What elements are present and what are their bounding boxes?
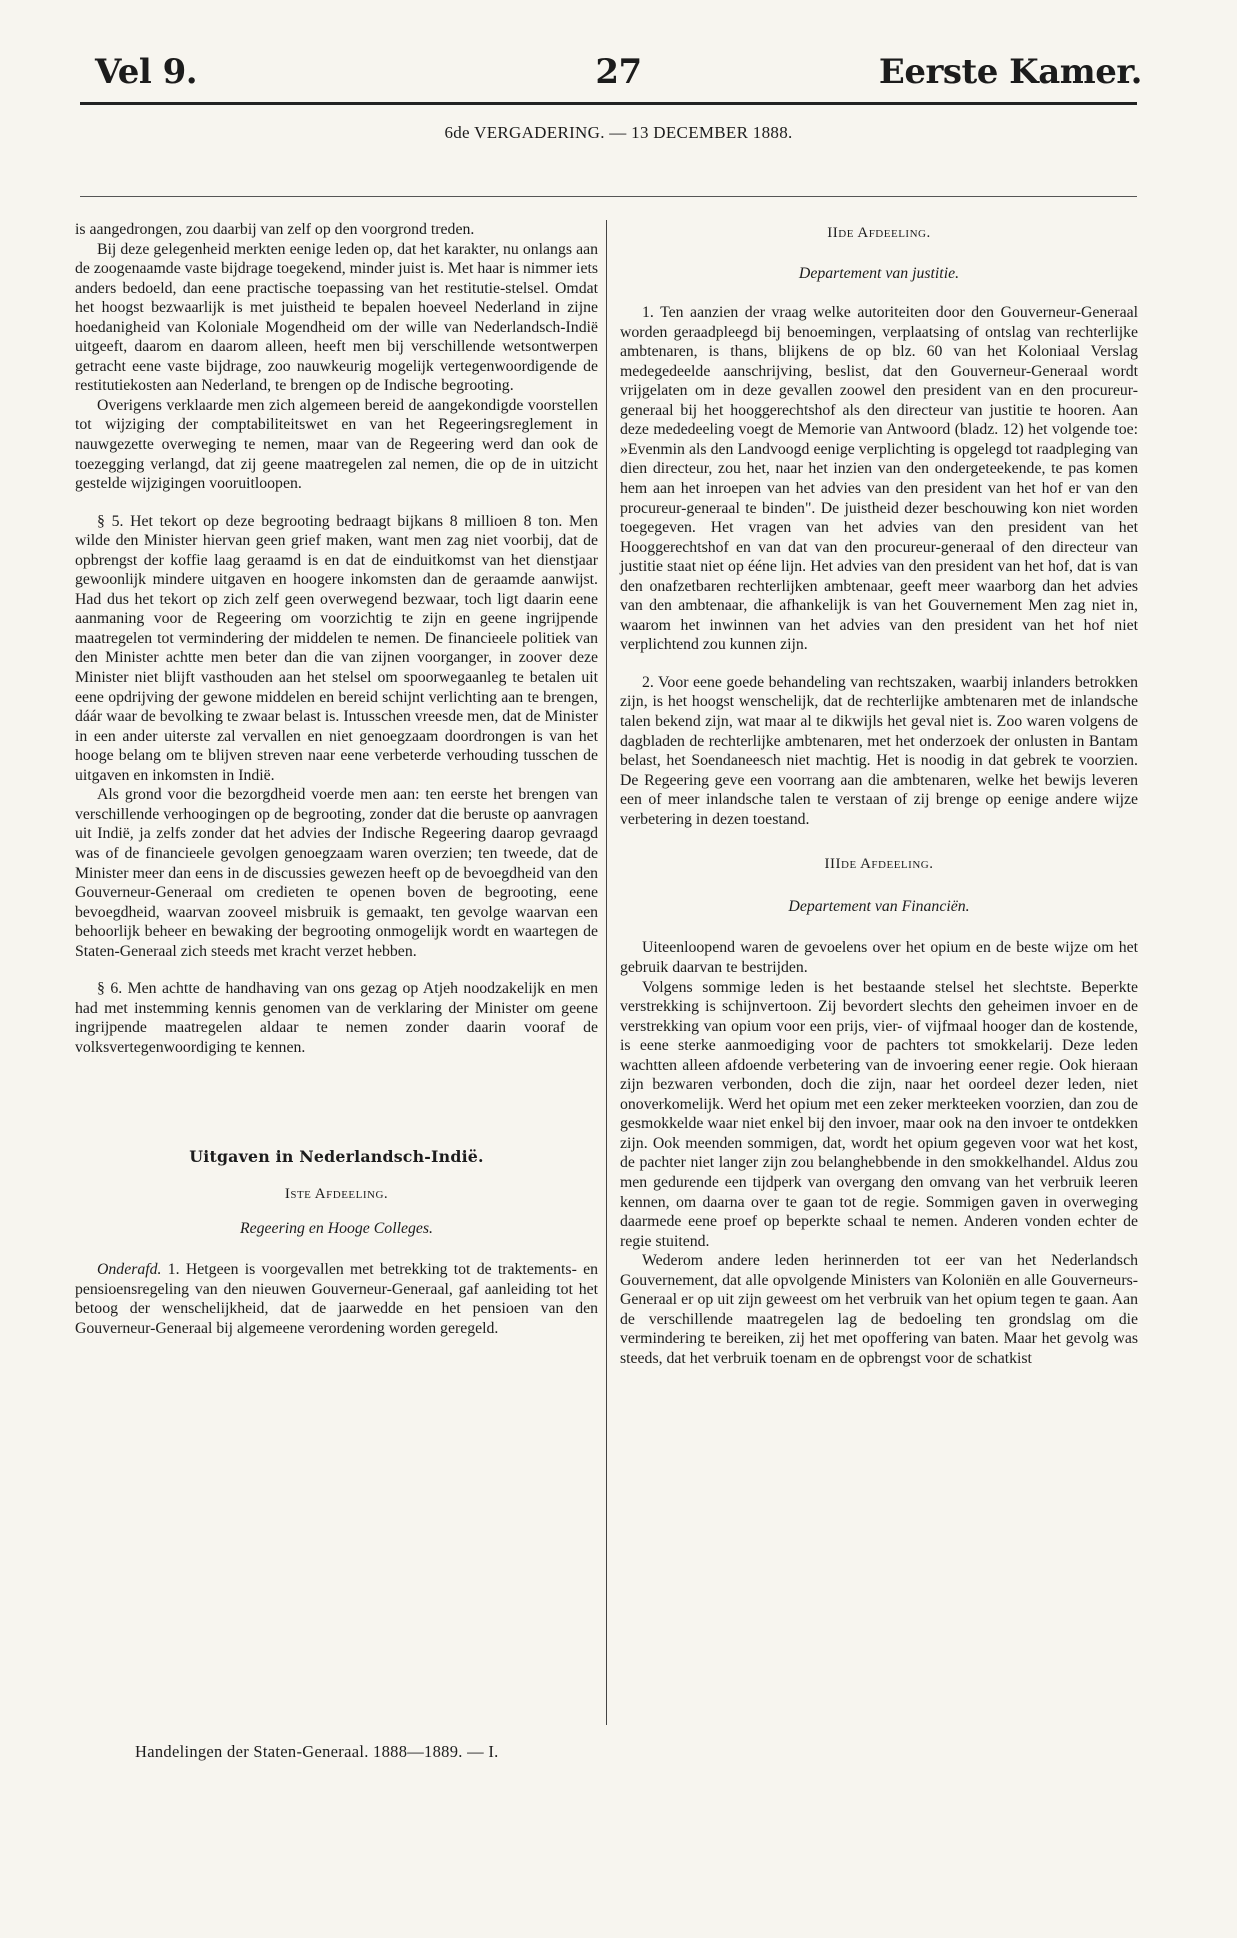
afdeeling-heading: IIde Afdeeling. [827,225,931,241]
page-header [95,52,1142,102]
paragraph [75,1260,598,1338]
afdeeling-heading: IIIde Afdeeling. [824,856,934,873]
chamber-label: Eerste Kamer. [878,52,1142,92]
onderafd-label: Onderafd. [97,1261,162,1279]
paragraph: 1. Ten aanzien der vraag welke autoriteiten door den Gouverneur-Generaal worden geraadpleegd bij benoemingen, verplaatsing of ontslag van rechterlijke ambtenaren, is thans, blijkens de op blz. 60 van het Koloniaal Verslag medegedeelde aanschrijving, beslist, dat den Gouverneur-Generaal wordt vrijgelaten om in deze gevallen zoowel den president van en den procureur-generaal bij het hooggerechtshof als den directeur van justitie te hooren. Aan deze mededeeling voegt de Memorie van Antwoord (bladz. 12) het volgende toe: »Evenmin als den Landvoogd eenige verplichting is opgelegd tot raadpleging van dien directeur, zou het, naar het inzien van den ondergeteekende, te pas komen hem aan het inroepen van het advies van den president van het hof er van den procureur-generaal te binden". De juistheid dezer beschouwing kon niet worden toegegeven. Het vragen van het advies van den president van het Hooggerechtshof en van dat van den procureur-generaal of den directeur van justitie staat niet op ééne lijn. Het advies van den president van het hof, dat is van den onafzetbaren rechterlijken ambtenaar, geeft meer waarborg dan het advies van den ambtenaar, die afhankelijk is van het Gouvernement Men zag niet in, waarom het inwinnen van het advies van den president van het hof niet verplichtend zou kunnen zijn. [620,304,1138,654]
meeting-rule [80,196,1137,197]
paragraph: § 5. Het tekort op deze begrooting bedraagt bijkans 8 millioen 8 ton. Men wilde den Minister hiervan geen grief maken, want men zag niet voorbij, dat de opbrengst der koffie laag geraamd is en dat de einduitkomst van het dienstjaar gewoonlijk mindere uitgaven en hoogere inkomsten dan de geraamde aanwijst. Had dus het tekort op zich zelf geen overwegend bezwaar, toch ligt daarin eene aanmaning voor de Regeering om voorzichtig te zijn en geene ingrijpende maatregelen tot vermindering der middelen te nemen. De financieele politiek van den Minister achtte men beter dan die van zijnen voorganger, in zoover deze Minister niet blijft vasthouden aan het stelsel om spoorwegaanleg te betalen uit eene opdrijving der gewone middelen en bereid schijnt verlichting aan te brengen, dáár waar de bevolking te zwaar belast is. Intusschen vreesde men, dat de Minister in een ander uiterste zal vervallen en niet genoegzaam doordrongen is van het hooge belang om te blijven streven naar eene verbeterde verhouding tusschen de uitgaven en inkomsten in Indië. [75,512,598,784]
page-number: 27 [595,52,642,92]
paragraph: Als grond voor die bezorgdheid voerde men aan: ten eerste het brengen van verschillende verhoogingen op de begrooting, zonder dat die beruste op aanvragen uit Indië, ja zelfs zonder dat het advies der Indische Regeering daarop gevraagd was of de financieele gevolgen genoegzaam waren overzien; ten tweede, dat de Minister meer dan eens in de discussies gewezen heeft op de bevoegdheid van den Gouverneur-Generaal om credieten te openen boven de begrooting, eene bevoegdheid, waarvan zooveel misbruik is gemaakt, ten gevolge waarvan een behoorlijk beheer en bewaking der begrooting onmogelijk wordt en waartegen de Staten-Generaal zich steeds met kracht verzet hebben. [75,786,598,960]
paragraph: Wederom andere leden herinnerden tot eer van het Nederlandsch Gouvernement, dat alle opvolgende Ministers van Koloniën en alle Gouverneurs-Generaal er op uit zijn geweest om het verbruik van het opium tegen te gaan. Aan de verschillende maatregelen lag de bedoeling ten grondslag om die vermindering te bereiken, zij het met opoffering van baten. Maar het gevolg was steeds, dat het verbruik toenam en de opbrengst voor de schatkist [620,1252,1138,1367]
onderafd-text: 1. Hetgeen is voorgevallen met betrekking tot de traktements- en pensioensregeling van den nieuwen Gouverneur-Generaal, gaf aanleiding tot het betoog der wenschelijkheid, dat de jaarwedde en het pensioen van den Gouverneur-Generaal bij algemeene verordening worden geregeld. [75,1261,598,1337]
paragraph: Overigens verklaarde men zich algemeen bereid de aangekondigde voorstellen tot wijziging der comptabiliteitswet en van het Regeeringsreglement in nauwgezette overweging te nemen, maar van de Regeering werd dan ook de toezegging verlangd, dat zij geene maatregelen zal nemen, die op de in uitzicht gestelde wijzigingen vooruitloopen. [75,396,598,493]
meeting-line: 6de VERGADERING. — 13 DECEMBER 1888. [444,123,793,142]
paragraph: § 6. Men achtte de handhaving van ons gezag op Atjeh noodzakelijk en men had met instemming kennis genomen van de verklaring der Minister om geene ingrijpende maatregelen aldaar te nemen zonder daarin vooraf de volksvertegenwoordiging te kennen. [75,980,598,1056]
section-title: Uitgaven in Nederlandsch-Indië. [189,1147,484,1167]
page-footer: Handelingen der Staten-Generaal. 1888—1889. — I. [135,1742,499,1761]
department-heading: Regeering en Hooge Colleges. [239,1219,434,1237]
right-column [620,220,1138,1368]
paragraph: Uiteenloopend waren de gevoelens over het opium en de beste wijze om het gebruik daarvan te bestrijden. [620,939,1138,976]
left-column [75,220,598,1338]
header-rule [80,102,1137,105]
paragraph: 2. Voor eene goede behandeling van rechtszaken, waarbij inlanders betrokken zijn, is het hoogst wenschelijk, dat de rechterlijke ambtenaren met de inlandsche talen bekend zijn, wat maar al te dikwijls het geval niet is. Zoo waren volgens de dagbladen de rechterlijke ambtenaren, met het onderzoek der onlusten in Bantam belast, het Soendaneesch niet machtig. Het is noodig in dat gebrek te voorzien. De Regeering geve een voorrang aan die ambtenaren, welke het bewijs leveren een of meer inlandsche talen te verstaan of zij brenge op eenige andere wijze verbetering in dezen toestand. [620,673,1138,828]
department-heading: Departement van Financiën. [788,897,970,915]
paragraph: Volgens sommige leden is het bestaande stelsel het slechtste. Beperkte verstrekking is schijnvertoon. Zij bevordert slechts den geheimen invoer en de verstrekking van opium voor een prijs, vier- of vijfmaal hooger dan de kostende, is eene sterke aanmoediging voor de pachters tot smokkelarij. Deze leden wachtten alleen afdoende verbetering van de invoering eener regie. Ook hieraan zijn bezwaren verbonden, doch die zijn, naar het oordeel dezer leden, niet onoverkomelijk. Werd het opium met een zeker merkteeken voorzien, dan zou de gesmokkelde waar niet enkel bij den invoer, maar ook na den invoer te ontdekken zijn. Ook meenden sommigen, dat, wordt het opium gegeven voor wat het kost, de pachter niet langer zijn zou belanghebbende in den smokkelhandel. Aldus zou men gedurende een tijdperk van overgang den omvang van het verbruik leeren kennen, om daarna over te gaan tot de regie. Sommigen gaven in overweging daarmede eene proef op beperkte schaal te nemen. Anderen vonden echter de regie stuitend. [620,978,1138,1250]
column-divider [606,220,607,1725]
paragraph: Bij deze gelegenheid merkten eenige leden op, dat het karakter, nu onlangs aan de zoogenaamde vaste bijdrage toegekend, minder juist is. Met haar is nimmer iets anders bedoeld, dan eene practische toepassing van het restitutie-stelsel. Omdat het hoogst bezwaarlijk is met juistheid te bepalen hoeveel Nederland in zijne hoedanigheid van Koloniale Mogendheid om der wille van Nederlandsch-Indië uitgeeft, daarom en daarom alleen, heeft men bij verschillende wetsontwerpen getracht eene vaste bijdrage, zoo nauwkeurig mogelijk vertegenwoordigende de restitutiekosten aan Nederland, te brengen op de Indische begrooting. [75,240,598,395]
volume-label: Vel 9. [95,52,198,92]
afdeeling-heading: Iste Afdeeling. [284,1185,389,1202]
paragraph: is aangedrongen, zou daarbij van zelf op den voorgrond treden. [75,221,475,238]
department-heading: Departement van justitie. [798,264,960,282]
